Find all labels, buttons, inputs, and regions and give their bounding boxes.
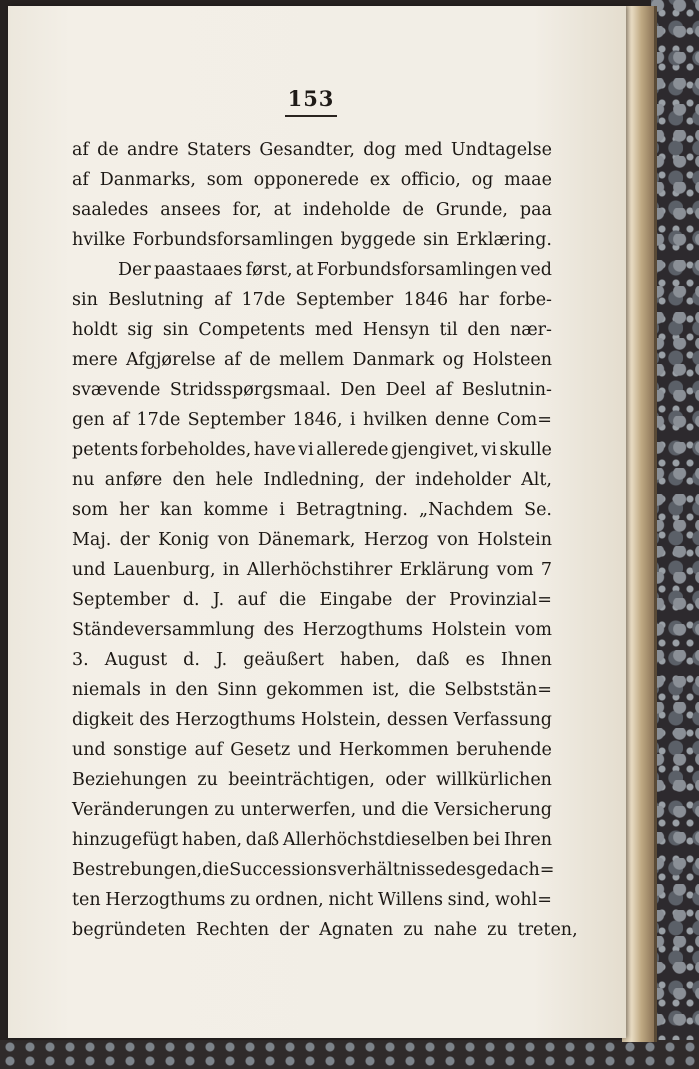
text-word: des	[263, 620, 295, 640]
body-text	[72, 135, 578, 945]
text-line	[72, 675, 552, 705]
text-word: Staters	[186, 140, 252, 160]
text-word: først,	[245, 260, 293, 280]
text-word: Agnaten	[319, 920, 394, 940]
text-word: opponerede	[253, 170, 360, 190]
text-word: kan	[160, 500, 193, 520]
text-word: 1846	[403, 290, 449, 310]
text-word: at	[273, 200, 292, 220]
text-word: in	[149, 680, 167, 700]
text-line	[72, 285, 552, 315]
text-line	[72, 165, 552, 195]
text-word: wohl=	[494, 890, 552, 910]
text-line	[72, 255, 552, 285]
text-word: Herzogthums	[175, 710, 296, 730]
text-word: nicht	[328, 890, 374, 910]
text-word: vom	[514, 620, 552, 640]
text-word: zu	[403, 920, 424, 940]
text-word: Der	[118, 260, 151, 280]
text-word: Konig	[158, 530, 210, 550]
text-line	[72, 915, 578, 945]
text-word: gen	[72, 410, 105, 430]
text-word: d.	[182, 590, 200, 610]
text-word: Hensyn	[362, 320, 430, 340]
text-word: zu	[487, 920, 508, 940]
text-line	[72, 825, 552, 855]
text-word: J.	[215, 650, 228, 670]
text-word: begründeten	[72, 920, 186, 940]
text-word: Successionsverhältnisse	[229, 860, 445, 880]
marbled-endpaper-right	[651, 0, 699, 1069]
text-word: Erklärung	[399, 560, 490, 580]
text-word: ex	[369, 170, 391, 190]
text-word: September	[295, 290, 394, 310]
text-word: Herzogthums	[105, 890, 226, 910]
text-word: her	[119, 500, 150, 520]
text-word: Bestrebungen,	[72, 860, 203, 880]
text-word: som	[206, 170, 243, 190]
text-word: den	[467, 320, 501, 340]
text-word: denne	[434, 410, 490, 430]
text-word: forbe-	[499, 290, 552, 310]
text-word: paastaaes	[154, 260, 243, 280]
text-word: vi	[298, 440, 314, 460]
text-word: die	[408, 680, 436, 700]
text-word: der	[405, 590, 436, 610]
text-line	[72, 855, 555, 885]
text-word: ten	[72, 890, 101, 910]
text-word: und	[72, 560, 106, 580]
text-word: saaledes	[72, 200, 149, 220]
text-word: maae	[504, 170, 552, 190]
text-word: ansees	[160, 200, 221, 220]
text-word: komme	[203, 500, 269, 520]
text-line	[72, 645, 552, 675]
text-word: som	[72, 500, 109, 520]
text-word: Dänemark,	[257, 530, 356, 550]
text-word: beruhende	[456, 740, 552, 760]
text-word: Danmarks,	[99, 170, 196, 190]
text-word: digkeit	[72, 710, 134, 730]
text-word: zu	[197, 770, 218, 790]
text-word: at	[295, 260, 314, 280]
text-word: de	[249, 350, 271, 370]
text-word: Holstein,	[301, 710, 382, 730]
text-word: sonstige	[113, 740, 188, 760]
text-line	[72, 405, 552, 435]
text-word: forbeholdes,	[140, 440, 252, 460]
text-word: niemals	[72, 680, 141, 700]
text-word: willkürlichen	[436, 770, 552, 790]
text-word: dog	[363, 140, 397, 160]
text-word: Willens	[377, 890, 444, 910]
text-word: af	[72, 140, 89, 160]
text-word: Holstein	[477, 530, 552, 550]
text-word: auf	[237, 590, 266, 610]
text-word: dessen	[386, 710, 448, 730]
text-word: unterwerfen,	[240, 800, 357, 820]
text-word: ordnen,	[255, 890, 324, 910]
text-line	[72, 585, 552, 615]
text-word: Lauenburg,	[112, 560, 216, 580]
text-word: de	[97, 140, 119, 160]
text-word: og	[471, 170, 494, 190]
text-word: Herzog	[363, 530, 429, 550]
text-word: der	[374, 470, 405, 490]
text-word: Stridsspørgsmaal.	[169, 380, 331, 400]
text-line	[72, 465, 552, 495]
text-word: Erklæring.	[456, 230, 552, 250]
text-word: ist,	[372, 680, 400, 700]
text-word: 3.	[72, 650, 89, 670]
text-line	[72, 435, 552, 465]
text-word: hvilke	[72, 230, 126, 250]
text-word: nahe	[433, 920, 478, 940]
text-word: Forbundsforsamlingen	[316, 260, 518, 280]
text-word: Se.	[524, 500, 552, 520]
text-line	[72, 885, 552, 915]
text-line	[72, 735, 552, 765]
text-word: Selbststän=	[444, 680, 552, 700]
text-word: de	[402, 200, 424, 220]
text-word: vi	[481, 440, 497, 460]
text-word: hinzugefügt	[72, 830, 179, 850]
text-word: d.	[183, 650, 200, 670]
marbled-endpaper-bottom	[0, 1040, 699, 1069]
text-word: gekommen	[266, 680, 364, 700]
text-word: paa	[519, 200, 552, 220]
page-number-rule	[285, 115, 337, 117]
text-word: Allerhöchstihrer	[246, 560, 393, 580]
book-page	[8, 6, 626, 1038]
text-word: zu	[214, 800, 235, 820]
text-word: anføre	[104, 470, 163, 490]
text-line	[72, 135, 552, 165]
text-word: byggede	[340, 230, 416, 250]
text-word: Ihnen	[500, 650, 552, 670]
text-word: 17de	[241, 290, 286, 310]
text-word: af	[435, 380, 453, 400]
text-word: den	[172, 470, 206, 490]
text-word: 1846,	[292, 410, 343, 430]
text-word: Gesetz	[230, 740, 291, 760]
text-word: es	[465, 650, 485, 670]
text-word: und	[297, 740, 332, 760]
text-word: Ständeversammlung	[72, 620, 255, 640]
text-word: beeinträchtigen,	[228, 770, 375, 790]
text-word: September	[187, 410, 286, 430]
text-word: in	[222, 560, 240, 580]
text-word: Grunde,	[435, 200, 508, 220]
text-word: sin	[162, 320, 189, 340]
text-line	[72, 345, 552, 375]
text-word: nu	[72, 470, 95, 490]
text-word: mellem	[279, 350, 345, 370]
text-word: sind,	[447, 890, 491, 910]
text-line	[72, 765, 552, 795]
text-word: 17de	[136, 410, 181, 430]
text-word: Beziehungen	[72, 770, 188, 790]
text-word: holdt	[72, 320, 118, 340]
text-word: Com=	[496, 410, 552, 430]
text-word: Sinn	[217, 680, 258, 700]
text-word: Maj.	[72, 530, 112, 550]
text-word: Provinzial=	[449, 590, 552, 610]
text-word: officio,	[400, 170, 461, 190]
text-word: svævende	[72, 380, 161, 400]
text-word: af	[214, 290, 232, 310]
page-number: 153	[287, 86, 335, 111]
page-edges	[622, 6, 657, 1042]
text-word: har	[458, 290, 489, 310]
text-word: skulle	[499, 440, 552, 460]
text-word: der	[279, 920, 310, 940]
text-word: nær-	[509, 320, 552, 340]
text-word: Versicherung	[434, 800, 552, 820]
text-word: Allerhöchstdieselben	[282, 830, 470, 850]
text-word: med	[314, 320, 354, 340]
text-word: daß	[245, 830, 280, 850]
text-word: treten,	[517, 920, 578, 940]
text-word: Veränderungen	[72, 800, 209, 820]
text-word: und	[72, 740, 106, 760]
text-line	[72, 525, 552, 555]
text-word: Betragtning.	[295, 500, 408, 520]
text-word: have	[253, 440, 296, 460]
text-word: Herzogthums	[302, 620, 423, 640]
text-line	[72, 315, 552, 345]
text-word: die	[279, 590, 307, 610]
text-word: petents	[72, 440, 139, 460]
text-word: mere	[72, 350, 118, 370]
text-word: hvilken	[362, 410, 428, 430]
text-word: August	[104, 650, 168, 670]
text-word: Undtagelse	[450, 140, 552, 160]
text-line	[72, 555, 552, 585]
text-line	[72, 225, 552, 255]
text-word: zu	[230, 890, 251, 910]
text-word: Competents	[198, 320, 306, 340]
text-word: indeholde	[303, 200, 391, 220]
text-word: Verfassung	[453, 710, 552, 730]
text-word: gjengivet,	[391, 440, 479, 460]
text-line	[72, 195, 552, 225]
text-word: Danmark	[352, 350, 435, 370]
text-line	[72, 795, 552, 825]
text-word: sin	[423, 230, 449, 250]
text-word: sin	[72, 290, 98, 310]
text-word: J.	[212, 590, 225, 610]
text-word: haben,	[339, 650, 401, 670]
text-word: Rechten	[195, 920, 270, 940]
text-word: Beslutnin-	[461, 380, 552, 400]
text-word: med	[404, 140, 443, 160]
text-word: bei	[472, 830, 501, 850]
text-word: oder	[385, 770, 426, 790]
text-word: und	[361, 800, 396, 820]
text-word: og	[442, 350, 465, 370]
text-word: af	[223, 350, 241, 370]
text-word: „Nachdem	[419, 500, 514, 520]
text-word: gedach=	[475, 860, 555, 880]
text-word: Den	[340, 380, 377, 400]
text-word: den	[175, 680, 209, 700]
text-word: til	[439, 320, 458, 340]
text-word: Eingabe	[319, 590, 393, 610]
text-word: des	[444, 860, 476, 880]
text-word: von	[217, 530, 250, 550]
text-word: hele	[215, 470, 254, 490]
text-word: Afgjørelse	[126, 350, 216, 370]
text-word: ved	[520, 260, 552, 280]
text-word: Herkommen	[338, 740, 449, 760]
text-word: Forbundsforsamlingen	[132, 230, 334, 250]
text-word: Deel	[385, 380, 426, 400]
text-word: i	[349, 410, 356, 430]
text-word: auf	[194, 740, 223, 760]
text-word: af	[72, 170, 89, 190]
text-word: af	[112, 410, 130, 430]
text-word: geäußert	[243, 650, 324, 670]
text-word: die	[202, 860, 230, 880]
text-word: andre	[126, 140, 179, 160]
text-word: Gesandter,	[259, 140, 355, 160]
text-word: Beslutning	[108, 290, 204, 310]
text-word: vom	[496, 560, 534, 580]
text-line	[72, 615, 552, 645]
text-line	[72, 705, 552, 735]
text-word: allerede	[316, 440, 389, 460]
text-word: von	[437, 530, 469, 550]
text-line	[72, 375, 552, 405]
text-word: haben,	[181, 830, 243, 850]
text-word: 7	[540, 560, 552, 580]
text-word: Indledning,	[263, 470, 365, 490]
text-word: Ihren	[503, 830, 552, 850]
text-word: Holsteen	[472, 350, 552, 370]
text-word: Alt,	[521, 470, 552, 490]
text-word: for,	[232, 200, 262, 220]
text-line	[72, 495, 552, 525]
text-word: sig	[127, 320, 154, 340]
text-word: indeholder	[415, 470, 511, 490]
text-word: Holstein	[431, 620, 507, 640]
text-word: des	[139, 710, 170, 730]
text-word: die	[401, 800, 429, 820]
text-word: September	[72, 590, 170, 610]
text-word: i	[279, 500, 285, 520]
text-word: daß	[416, 650, 450, 670]
text-word: der	[119, 530, 150, 550]
